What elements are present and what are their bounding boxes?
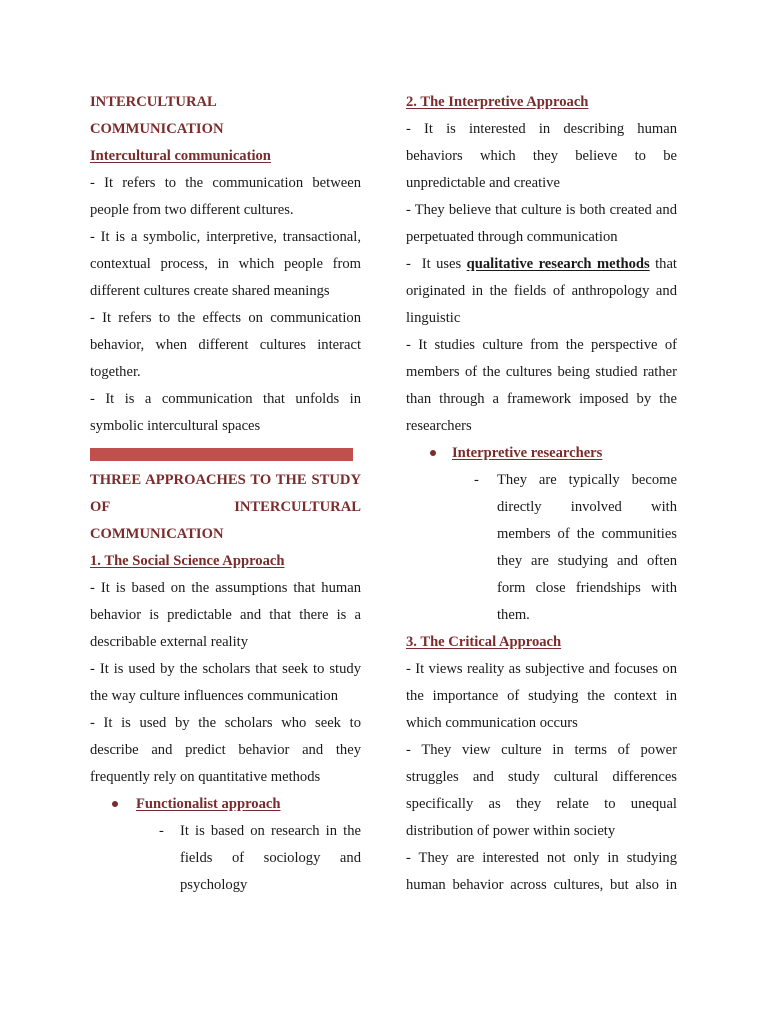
divider-bar <box>90 448 353 461</box>
dash-marker: - <box>474 472 479 488</box>
interpretive-researchers-detail-text: They are typically become directly involved with members of the communities they are studying and often form close friendships with them. <box>497 472 677 623</box>
dash-marker: - <box>159 823 164 839</box>
bullet-functionalist <box>90 791 361 818</box>
interpretive-researchers-detail <box>406 467 677 629</box>
section-heading-social-science: 1. The Social Science Approach <box>90 553 285 569</box>
interpretive-item <box>406 251 677 332</box>
approaches-title: THREE APPROACHES TO THE STUDY OF INTERCULTURAL COMMUNICATION <box>90 472 361 542</box>
interpretive-item: - They believe that culture is both created and perpetuated through communication <box>406 202 677 245</box>
definition-item: - It refers to the effects on communication behavior, when different cultures interact together. <box>90 310 361 380</box>
critical-item: - They are interested not only in studying human behavior across cultures, but also in <box>406 850 677 893</box>
doc-title: INTERCULTURAL COMMUNICATION <box>90 94 224 137</box>
social-science-item: - It is based on the assumptions that human behavior is predictable and that there is a describable external reality <box>90 580 361 650</box>
social-science-item: - It is used by the scholars that seek to study the way culture influences communication <box>90 661 361 704</box>
social-science-item: - It is used by the scholars who seek to describe and predict behavior and they frequently rely on quantitative methods <box>90 715 361 785</box>
bullet-dot-icon <box>112 801 118 807</box>
bullet-dot-icon <box>430 450 436 456</box>
interpretive-item-pre: - It uses <box>406 256 467 272</box>
interpretive-item: - It studies culture from the perspective of members of the cultures being studied rather than through a framework imposed by the researchers <box>406 337 677 434</box>
critical-item: - It views reality as subjective and focuses on the importance of studying the context in which communication occurs <box>406 661 677 731</box>
critical-item: - They view culture in terms of power struggles and study cultural differences specifically as they relate to unequal distribution of power within society <box>406 742 677 839</box>
definition-item: - It refers to the communication between people from two different cultures. <box>90 175 361 218</box>
section-heading-critical: 3. The Critical Approach <box>406 634 562 650</box>
definition-item: - It is a symbolic, interpretive, transactional, contextual process, in which people from different cultures create shared meanings <box>90 229 361 299</box>
qualitative-methods-emphasis: qualitative research methods <box>466 256 650 272</box>
bullet-interpretive-researchers <box>406 440 677 467</box>
right-column <box>406 89 677 899</box>
functionalist-detail-text: It is based on research in the fields of sociology and psychology <box>180 823 361 893</box>
left-column <box>90 89 361 899</box>
section-heading-interpretive: 2. The Interpretive Approach <box>406 94 589 110</box>
bullet-label: Interpretive researchers <box>452 445 603 461</box>
interpretive-item: - It is interested in describing human behaviors which they believe to be unpredictable and creative <box>406 121 677 191</box>
definition-item: - It is a communication that unfolds in symbolic intercultural spaces <box>90 391 361 434</box>
bullet-label: Functionalist approach <box>136 796 281 812</box>
functionalist-detail <box>90 818 361 899</box>
section-heading-intercultural-communication: Intercultural communication <box>90 148 271 164</box>
interpretive-item-post: that originated in the fields of anthropology and linguistic <box>406 256 677 326</box>
